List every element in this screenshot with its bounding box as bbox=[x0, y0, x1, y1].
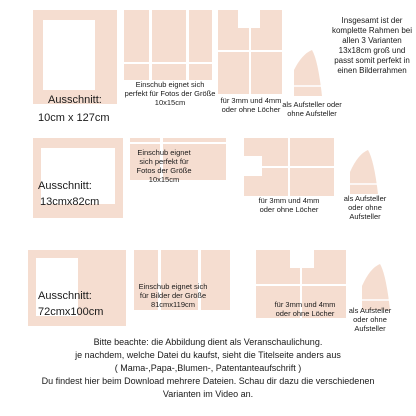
cutout-label-3: Ausschnitt: bbox=[38, 290, 92, 302]
frame-back-2 bbox=[244, 138, 334, 196]
cutout-size-3: 72cmx100cm bbox=[38, 306, 104, 318]
cutout-size-1: 10cm x 127cm bbox=[38, 112, 110, 124]
insert-text-3: Einschub eignet sich für Bilder der Größe 81cmx119cm bbox=[138, 282, 208, 309]
frame-stand-1 bbox=[288, 50, 328, 96]
frame-stand-3 bbox=[358, 264, 392, 310]
frame-insert-1 bbox=[124, 10, 212, 80]
info-text: Insgesamt ist der komplette Rahmen bei allen 3 Varianten 13x18cm groß und passt somit perfekt in einen Bilderrahmen bbox=[331, 16, 413, 75]
holes-text-1: für 3mm und 4mm oder ohne Löcher bbox=[220, 96, 282, 114]
stand-text-2: als Aufsteller oder ohne Aufsteller bbox=[343, 194, 387, 221]
holes-text-3: für 3mm und 4mm oder ohne Löcher bbox=[274, 300, 336, 318]
footer-line-2: je nachdem, welche Datei du kaufst, sieht die Titelseite anders aus bbox=[75, 350, 341, 360]
frame-stand-2 bbox=[346, 150, 380, 194]
holes-text-2: für 3mm und 4mm oder ohne Löcher bbox=[258, 196, 320, 214]
footer-line-1: Bitte beachte: die Abbildung dient als Veranschaulichung. bbox=[93, 337, 323, 347]
stand-text-1: als Aufsteller oder ohne Aufsteller bbox=[282, 100, 342, 118]
footer-line-5: Varianten im Video an. bbox=[162, 389, 254, 399]
cutout-label-1: Ausschnitt: bbox=[48, 94, 102, 106]
cutout-label-2: Ausschnitt: bbox=[38, 180, 92, 192]
insert-text-1: Einschub eignet sich perfekt für Fotos der Größe 10x15cm bbox=[124, 80, 216, 107]
cutout-size-2: 13cmx82cm bbox=[40, 196, 100, 208]
footer-line-4: Du findest hier beim Download mehrere Dateien. Schau dir dazu die verschiedenen bbox=[41, 376, 375, 386]
frame-back-1 bbox=[218, 10, 282, 94]
frame-cutout-1 bbox=[43, 20, 95, 90]
stand-text-3: als Aufsteller oder ohne Aufsteller bbox=[348, 306, 392, 333]
insert-text-2: Einschub eignet sich perfekt für Fotos der Größe 10x15cm bbox=[136, 148, 192, 184]
footer-line-3: ( Mama-,Papa-,Blumen-, Patentanteaufschrift ) bbox=[114, 363, 302, 373]
frame-front-1 bbox=[33, 10, 117, 104]
